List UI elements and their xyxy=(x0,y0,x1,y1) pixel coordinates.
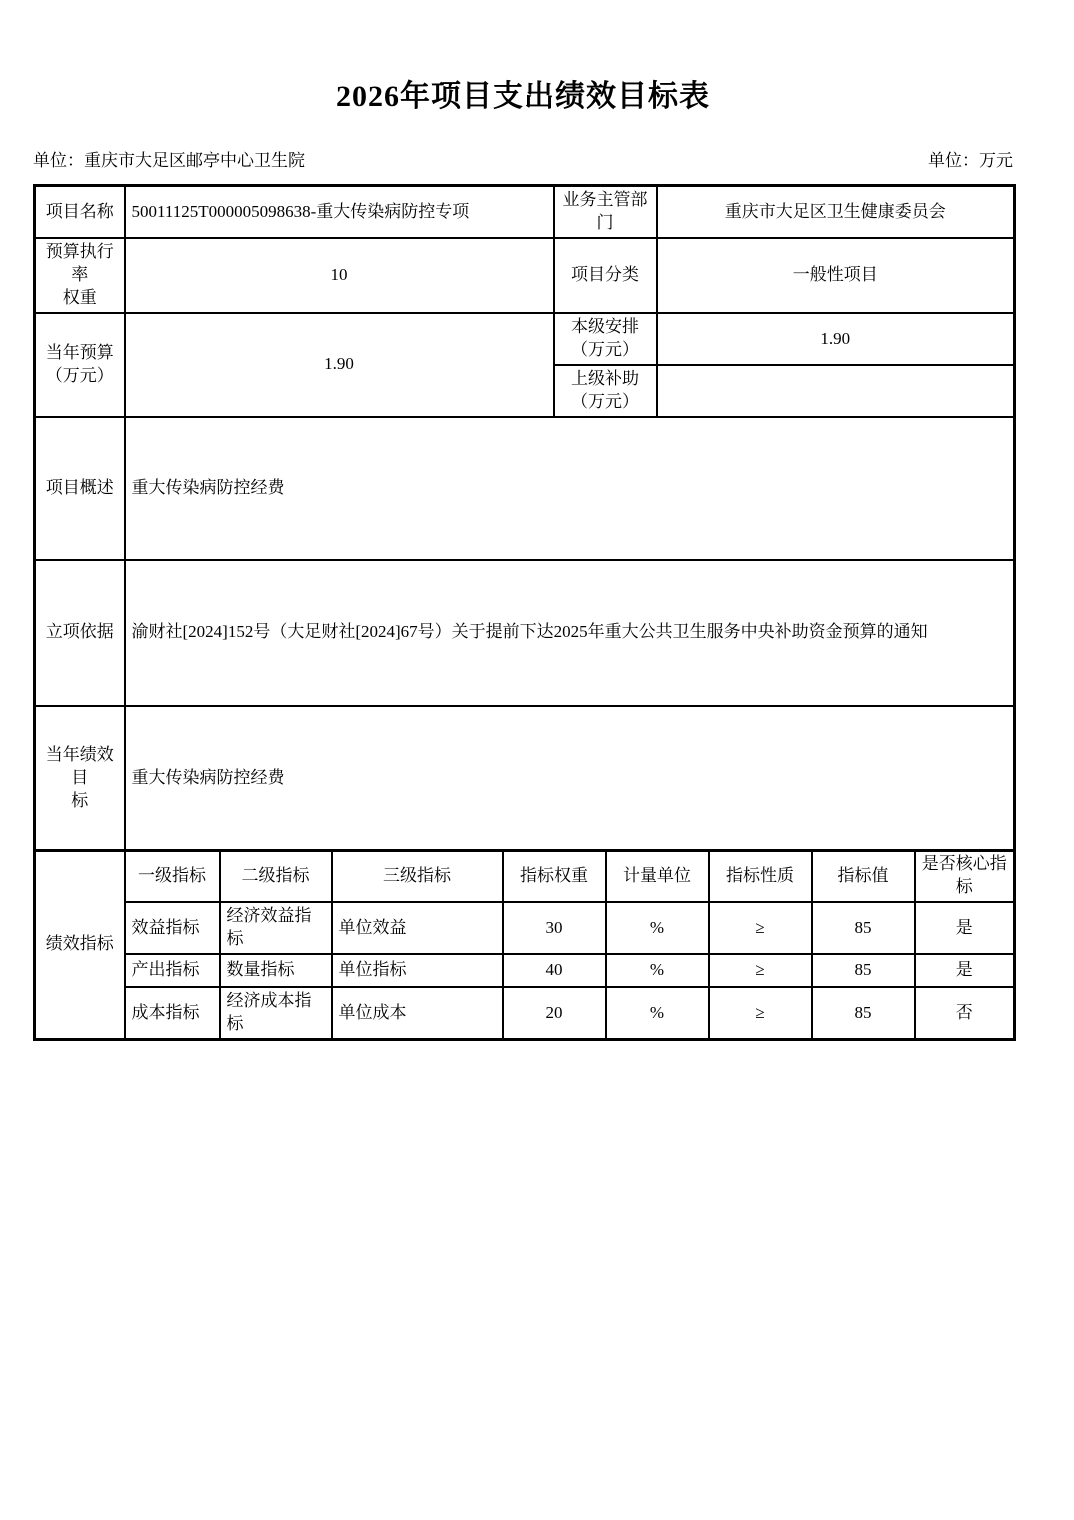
budget-rate-value: 10 xyxy=(125,238,554,313)
indicator-weight: 20 xyxy=(503,987,606,1039)
overview-label: 项目概述 xyxy=(35,417,125,560)
indicator-unit: % xyxy=(606,954,709,987)
indicator-nature: ≥ xyxy=(709,987,812,1039)
indicator-row xyxy=(35,954,1015,987)
overview-value: 重大传染病防控经费 xyxy=(125,417,1015,560)
indicator-value: 85 xyxy=(812,902,915,954)
indicator-level2: 数量指标 xyxy=(220,954,332,987)
budget-rate-label: 预算执行率 权重 xyxy=(35,238,125,313)
indicator-level2: 经济效益指标 xyxy=(220,902,332,954)
annual-goal-value: 重大传染病防控经费 xyxy=(125,706,1015,851)
header-unit: 计量单位 xyxy=(606,850,709,902)
year-budget-value: 1.90 xyxy=(125,313,554,417)
indicator-level1: 产出指标 xyxy=(125,954,220,987)
indicator-unit: % xyxy=(606,902,709,954)
indicator-level3: 单位成本 xyxy=(332,987,503,1039)
basis-label: 立项依据 xyxy=(35,560,125,706)
superior-subsidy-label: 上级补助 （万元） xyxy=(554,365,657,417)
category-value: 一般性项目 xyxy=(657,238,1015,313)
basis-value: 渝财社[2024]152号（大足财社[2024]67号）关于提前下达2025年重大公共卫生服务中央补助资金预算的通知 xyxy=(125,560,1015,706)
dept-label: 业务主管部 门 xyxy=(554,186,657,238)
header-core: 是否核心指 标 xyxy=(915,850,1015,902)
unit-organization: 单位：重庆市大足区邮亭中心卫生院 xyxy=(33,151,305,170)
indicator-level2: 经济成本指标 xyxy=(220,987,332,1039)
indicator-level3: 单位指标 xyxy=(332,954,503,987)
unit-line xyxy=(33,151,1013,171)
project-info-table xyxy=(33,184,1016,852)
project-name-value: 50011125T000005098638-重大传染病防控专项 xyxy=(125,186,554,238)
indicator-nature: ≥ xyxy=(709,902,812,954)
indicator-unit: % xyxy=(606,987,709,1039)
local-arrangement-value: 1.90 xyxy=(657,313,1015,365)
header-level1: 一级指标 xyxy=(125,850,220,902)
indicator-row xyxy=(35,902,1015,954)
year-budget-label: 当年预算 （万元） xyxy=(35,313,125,417)
indicator-value: 85 xyxy=(812,954,915,987)
header-weight: 指标权重 xyxy=(503,850,606,902)
header-nature: 指标性质 xyxy=(709,850,812,902)
indicator-level1: 效益指标 xyxy=(125,902,220,954)
annual-goal-label: 当年绩效目 标 xyxy=(35,706,125,851)
indicator-core: 否 xyxy=(915,987,1015,1039)
project-name-label: 项目名称 xyxy=(35,186,125,238)
category-label: 项目分类 xyxy=(554,238,657,313)
header-value: 指标值 xyxy=(812,850,915,902)
header-level3: 三级指标 xyxy=(332,850,503,902)
indicators-table xyxy=(33,849,1016,1041)
indicator-level1: 成本指标 xyxy=(125,987,220,1039)
header-level2: 二级指标 xyxy=(220,850,332,902)
indicator-value: 85 xyxy=(812,987,915,1039)
indicator-nature: ≥ xyxy=(709,954,812,987)
superior-subsidy-value xyxy=(657,365,1015,417)
indicators-section-label: 绩效指标 xyxy=(35,850,125,1039)
dept-value: 重庆市大足区卫生健康委员会 xyxy=(657,186,1015,238)
indicator-core: 是 xyxy=(915,954,1015,987)
page-title: 2026年项目支出绩效目标表 xyxy=(336,80,710,113)
indicator-row xyxy=(35,987,1015,1039)
indicator-core: 是 xyxy=(915,902,1015,954)
indicator-level3: 单位效益 xyxy=(332,902,503,954)
indicator-weight: 30 xyxy=(503,902,606,954)
unit-currency: 单位：万元 xyxy=(928,151,1013,170)
local-arrangement-label: 本级安排 （万元） xyxy=(554,313,657,365)
indicators-header-row xyxy=(35,850,1015,902)
indicator-weight: 40 xyxy=(503,954,606,987)
